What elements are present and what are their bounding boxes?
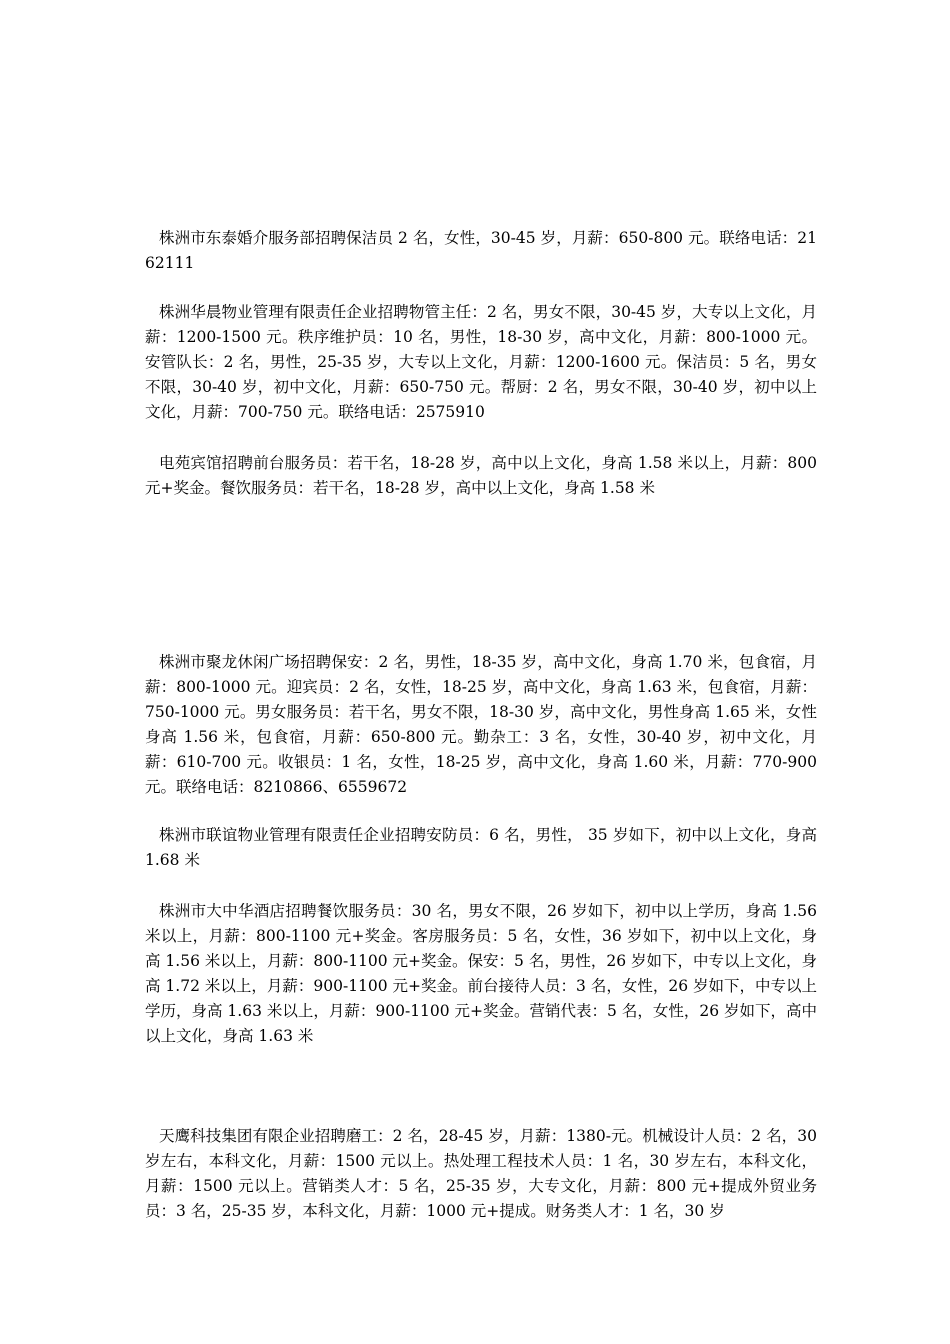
job-listing-dongtai: 株洲市东泰婚介服务部招聘保洁员 2 名，女性，30-45 岁，月薪：650-800 元。联络电话：2162111 xyxy=(145,229,817,272)
job-listing-tianying: 天鹰科技集团有限企业招聘磨工：2 名，28-45 岁，月薪：1380-元。机械设计人员：2 名，30 岁左右，本科文化，月薪：1500 元以上。热处理工程技术人员：1 名，30 岁左右，本科文化，月薪：1500 元以上。营销类人才：5 名，25-35 岁，大专文化，月薪：800 元+提成外贸业务员：3 名，25-35 岁，本科文化，月薪：1000 元+提成。财务类人才：1 名，30 岁 xyxy=(145,1127,817,1220)
job-listing-dazhonghua: 株洲市大中华酒店招聘餐饮服务员：30 名，男女不限，26 岁如下，初中以上学历，身高 1.56 米以上，月薪：800-1100 元+奖金。客房服务员：5 名，女性，36 岁如下，初中以上文化，身高 1.56 米以上，月薪：800-1100 元+奖金。保安：5 名，男性，26 岁如下，中专以上文化，身高 1.72 米以上，月薪：900-1100 元+奖金。前台接待人员：3 名，女性，26 岁如下，中专以上学历，身高 1.63 米以上，月薪：900-1100 元+奖金。营销代表：5 名，女性，26 岁如下，高中以上文化，身高 1.63 米 xyxy=(145,902,817,1045)
job-listing-huachen: 株洲华晨物业管理有限责任企业招聘物管主任：2 名，男女不限，30-45 岁，大专以上文化，月薪：1200-1500 元。秩序维护员：10 名，男性，18-30 岁，高中文化，月薪：800-1000 元。安管队长：2 名，男性，25-35 岁，大专以上文化，月薪：1200-1600 元。保洁员：5 名，男女不限，30-40 岁，初中文化，月薪：650-750 元。帮厨：2 名，男女不限，30-40 岁，初中以上文化，月薪：700-750 元。联络电话：2575910 xyxy=(145,303,817,421)
job-listing-julong: 株洲市聚龙休闲广场招聘保安：2 名，男性，18-35 岁，高中文化，身高 1.70 米，包食宿，月薪：800-1000 元。迎宾员：2 名，女性，18-25 岁，高中文化，身高 1.63 米，包食宿，月薪：750-1000 元。男女服务员：若干名，男女不限，18-30 岁，高中文化，男性身高 1.65 米，女性身高 1.56 米，包食宿，月薪：650-800 元。勤杂工：3 名，女性，30-40 岁，初中文化，月薪：610-700 元。收银员：1 名，女性，18-25 岁，高中文化，身高 1.60 米，月薪：770-900 元。联络电话：8210866、6559672 xyxy=(145,653,817,796)
job-listing-lianyi: 株洲市联谊物业管理有限责任企业招聘安防员：6 名，男性， 35 岁如下，初中以上文化，身高 1.68 米 xyxy=(145,826,817,869)
job-listing-dianyuan: 电苑宾馆招聘前台服务员：若干名，18-28 岁，高中以上文化，身高 1.58 米以上，月薪：800 元+奖金。餐饮服务员：若干名，18-28 岁，高中以上文化，身高 1.58 米 xyxy=(145,454,817,497)
